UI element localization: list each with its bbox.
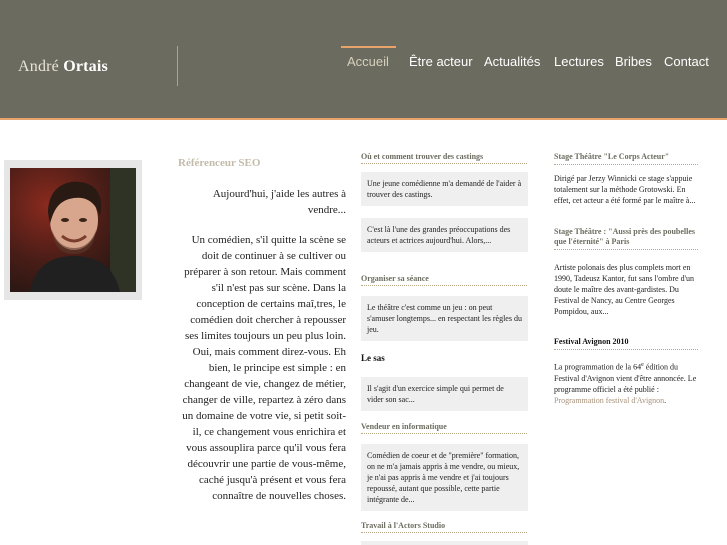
castings-excerpt-1[interactable]: Une jeune comédienne m'a demandé de l'aider à trouver des castings. [361,172,528,206]
portrait-photo [10,168,136,292]
festival-text-middle: édition du Festival d'Avignon vient d'être annoncée. Le programme officiel a été publié : [554,362,697,394]
castings-excerpt-2[interactable]: C'est là l'une des grandes préoccupations des acteurs et actrices aujourd'hui. Alors,... [361,218,528,252]
festival-heading[interactable]: Festival Avignon 2010 [554,337,698,350]
vendeur-heading[interactable]: Vendeur en informatique [361,422,527,434]
stage-poubelles-text: Artiste polonais des plus complets mort en 1990, Tadeusz Kantor, fut sans l'ombre d'un doute le maître des avant-gardistes. Du Festival de Nancy, au Centre Georges Pompidou, aux... [554,263,695,316]
seance-excerpt[interactable]: Le théâtre c'est comme un jeu : on peut s'amuser longtemps... en respectant les règles du jeu. [361,296,528,341]
site-header [0,0,727,118]
festival-text [554,360,700,406]
vendeur-excerpt[interactable]: Comédien de coeur et de "première" formation, on ne m'a jamais appris à me vendre, ou mieux, je n'ai pas appris à me vendre et j'ai toujours repoussé, autant que possible, cette partie intégrante de... [361,444,528,511]
header-divider [177,46,178,86]
logo-last-name: Ortais [63,58,108,75]
nav-actualites[interactable]: Actualités [484,54,541,69]
intro-lead: Aujourd'hui, j'aide les autres à vendre... [212,188,346,216]
festival-text-end: . [664,395,667,405]
actors-studio-heading[interactable]: Travail à l'Actors Studio [361,521,527,533]
header-accent-line [0,118,727,120]
portrait-frame [4,160,142,300]
nav-etre-acteur[interactable]: Être acteur [409,54,473,69]
stage-corps-heading[interactable]: Stage Théâtre "Le Corps Acteur" [554,152,698,165]
nav-bribes[interactable]: Bribes [615,54,652,69]
site-logo[interactable] [18,58,108,76]
intro-body: Un comédien, s'il quitte la scène se doit de continuer à se cultiver ou préparer à son retour. Mais comment s'il n'est pas sur scène. Dans la conception de certains maî,tres, le comédien doit chercher à repousser ses limites toujours un peu plus loin. Oui, mais comment direz-vous. Eh bien, le principe est simple : en changeant de vie, changez de métier, changer de ville, repartez à zéro dans un domaine de votre vie, si petit soit-il, ce changement vous enrichira et vous assouplira parce qu'il vous fera découvrir une partie de vous-même, caché jusqu'à présent et vous fera connaître de nouvelles choses. [182,234,346,502]
intro-text [176,186,346,518]
festival-text-start: La programmation de la 64 [554,362,642,372]
intro-title[interactable]: Référenceur SEO [178,157,261,169]
festival-program-link[interactable]: Programmation festival d'Avignon [554,395,665,405]
sas-excerpt[interactable]: Il s'agit d'un exercice simple qui permet de vider son sac... [361,377,528,411]
logo-first-name: André [18,58,59,75]
actors-studio-excerpt[interactable] [361,541,528,545]
portrait-image [10,168,136,292]
stage-corps-text: Dirigé par Jerzy Winnicki ce stage s'appuie totalement sur la méthode Grotowski. En effet, cet acteur a été formé par le maître à... [554,174,696,205]
nav-accueil[interactable]: Accueil [347,54,389,69]
nav-lectures[interactable]: Lectures [554,54,604,69]
stage-poubelles-heading[interactable]: Stage Théâtre : "Aussi près des poubelles que l'éternité" à Paris [554,227,698,250]
nav-contact[interactable]: Contact [664,54,709,69]
castings-heading[interactable]: Où et comment trouver des castings [361,152,527,164]
festival-edition-sup: e [641,362,644,368]
active-nav-indicator [341,46,396,48]
seance-heading[interactable]: Organiser sa séance [361,274,527,286]
sas-heading[interactable]: Le sas [361,353,385,363]
